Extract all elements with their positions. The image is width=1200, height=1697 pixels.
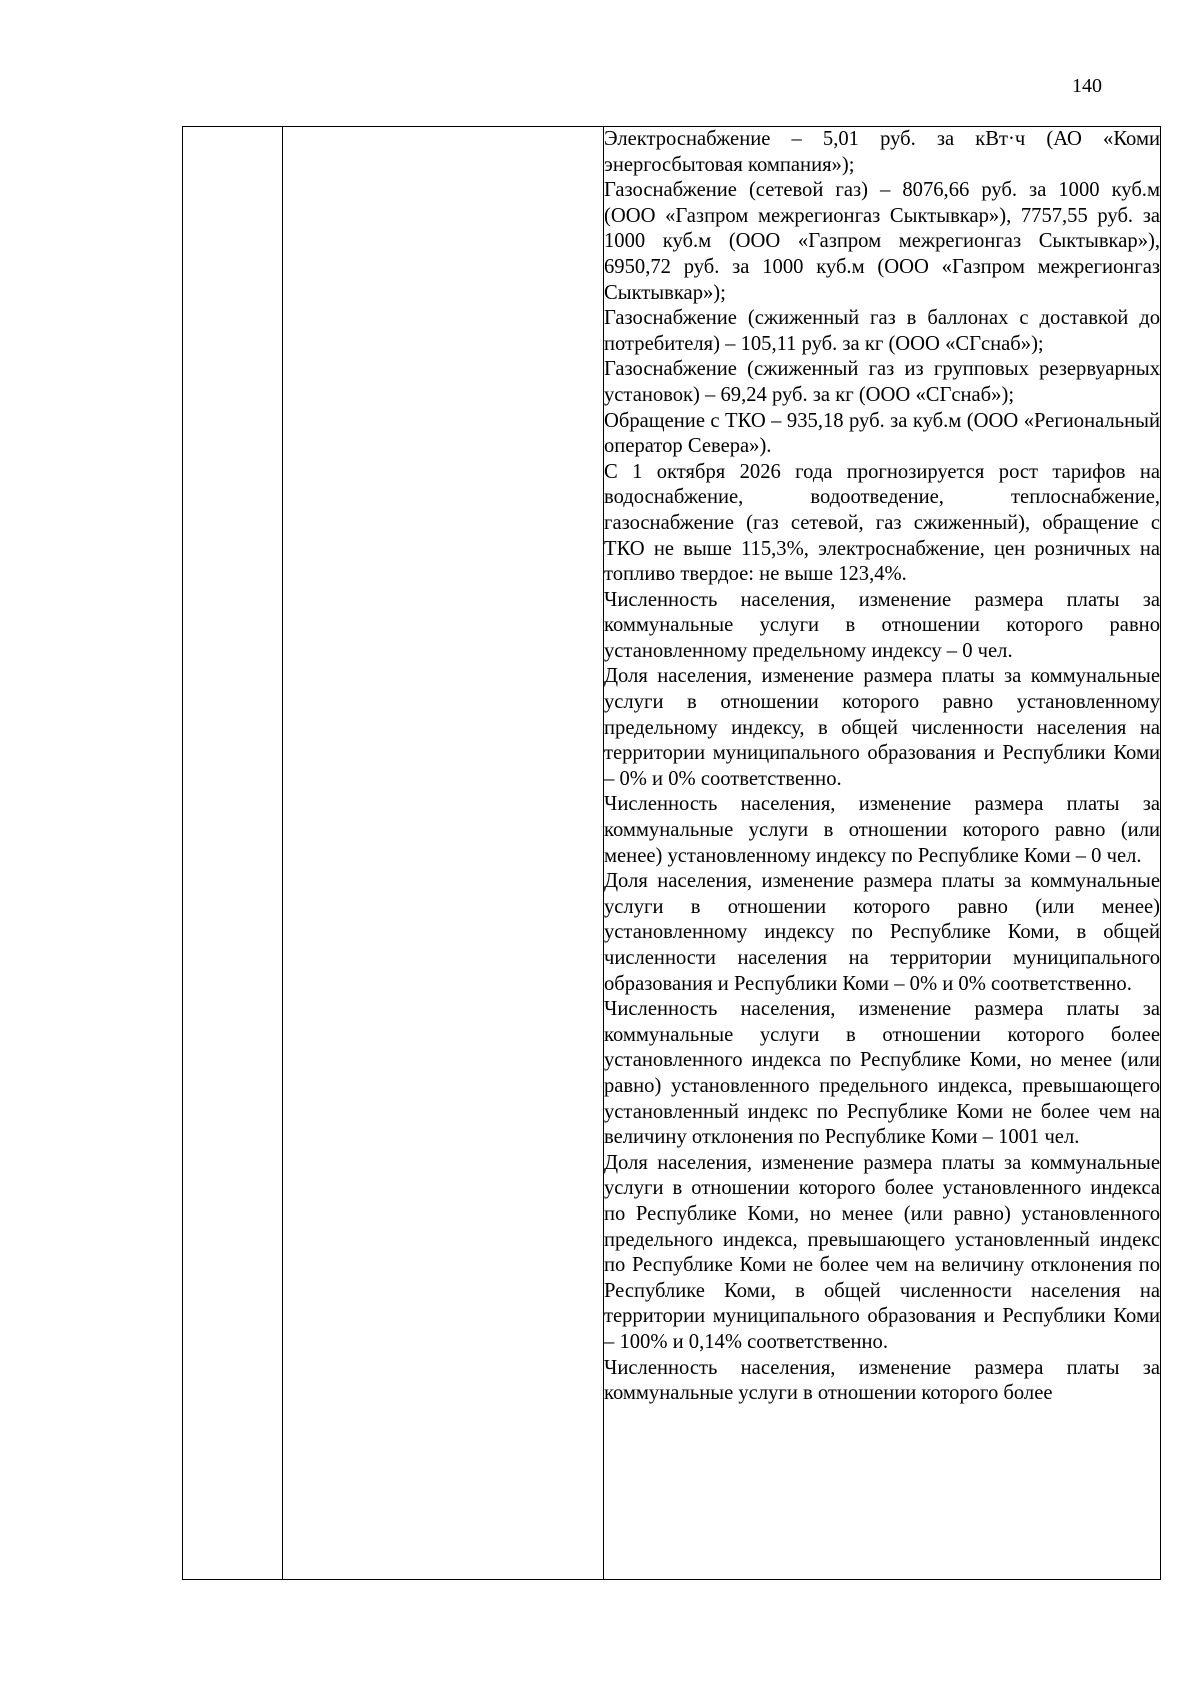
- paragraph-tariff-forecast: С 1 октября 2026 года прогнозируется рост тарифов на водоснабжение, водоотведение, теплоснабжение, газоснабжение (газ сетевой, газ сжиженный), обращение с ТКО не выше 115,3%, электроснабжение, цен розничных на топливо твердое: не выше 123,4%.: [604, 460, 1160, 586]
- paragraph-share-above-index: Доля населения, изменение размера платы за коммунальные услуги в отношении которого более установленного индекса по Республике Коми, но менее (или равно) установленного предельного индекса, превышающего установленный индекс по Республике Коми не более чем на величину отклонения по Республике Коми, в общей численности населения на территории муниципального образования и Республики Коми – 100% и 0,14% соответственно.: [604, 1151, 1160, 1353]
- paragraph-population-above-index: Численность населения, изменение размера платы за коммунальные услуги в отношении которого более установленного индекса по Республике Коми, но менее (или равно) установленного предельного индекса, превышающего установленный индекс по Республике Коми не более чем на величину отклонения по Республике Коми – 1001 чел.: [604, 998, 1160, 1149]
- paragraph-population-limit-index: Численность населения, изменение размера платы за коммунальные услуги в отношении которого равно установленному предельному индексу – 0 чел.: [604, 588, 1160, 662]
- paragraph-share-republic-index: Доля населения, изменение размера платы за коммунальные услуги в отношении которого равно (или менее) установленному индексу по Республике Коми, в общей численности населения на территории муниципального образования и Республики Коми – 0% и 0% соответственно.: [604, 870, 1160, 995]
- table-cell-empty-2: [283, 127, 604, 1580]
- paragraph-network-gas: Газоснабжение (сетевой газ) – 8076,66 руб. за 1000 куб.м (ООО «Газпром межрегионгаз Сыктывкар»), 7757,55 руб. за 1000 куб.м (ООО «Газпром межрегионгаз Сыктывкар»), 6950,72 руб. за 1000 куб.м (ООО «Газпром межрегионгаз Сыктывкар»);: [604, 179, 1160, 304]
- paragraph-group-tank-gas: Газоснабжение (сжиженный газ из групповых резервуарных установок) – 69,24 руб. за кг (ООО «СГснаб»);: [604, 358, 1160, 406]
- table-cell-text: [604, 127, 1161, 1580]
- paragraph-solid-waste: Обращение с ТКО – 935,18 руб. за куб.м (ООО «Региональный оператор Севера»).: [604, 409, 1160, 458]
- document-table: [182, 126, 1161, 1580]
- table-cell-empty-1: [183, 127, 283, 1580]
- paragraph-population-republic-index: Численность населения, изменение размера платы за коммунальные услуги в отношении которого равно (или менее) установленному индексу по Республике Коми – 0 чел.: [604, 793, 1160, 867]
- page-number: 140: [1072, 75, 1102, 97]
- paragraph-share-limit-index: Доля населения, изменение размера платы за коммунальные услуги в отношении которого равно установленному предельному индексу, в общей численности населения на территории муниципального образования и Республики Коми – 0% и 0% соответственно.: [604, 665, 1160, 790]
- table-row: [183, 127, 1161, 1580]
- paragraph-bottled-gas: Газоснабжение (сжиженный газ в баллонах с доставкой до потребителя) – 105,11 руб. за кг (ООО «СГснаб»);: [604, 307, 1160, 355]
- paragraph-electricity: Электроснабжение – 5,01 руб. за кВт·ч (АО «Коми энергосбытовая компания»);: [604, 128, 1160, 176]
- paragraph-population-above-continued: Численность населения, изменение размера платы за коммунальные услуги в отношении которого более: [604, 1356, 1160, 1405]
